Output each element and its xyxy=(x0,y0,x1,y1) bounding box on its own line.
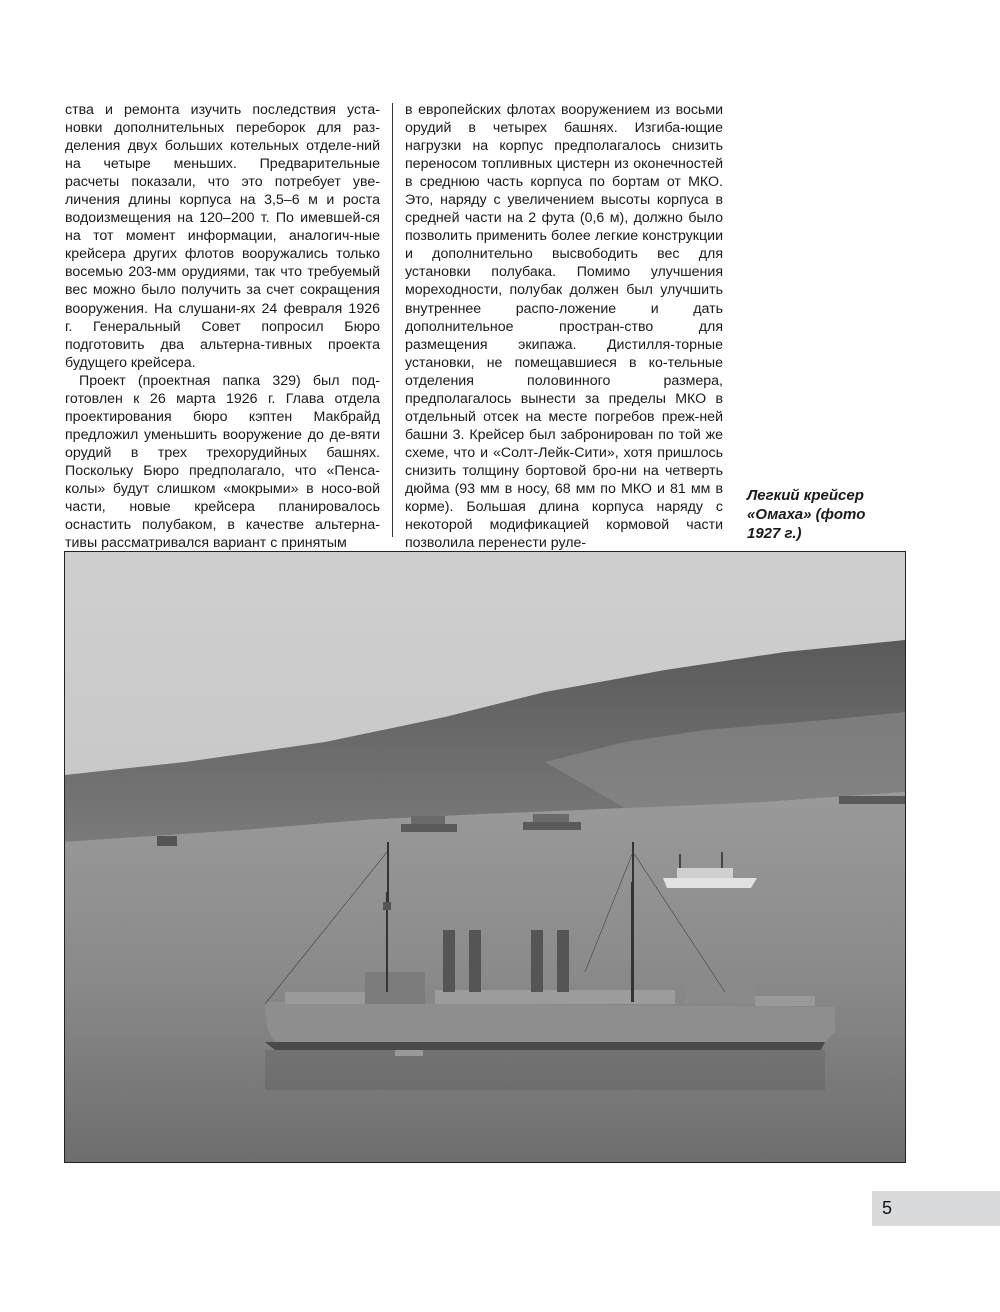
page-number: 5 xyxy=(882,1198,893,1218)
cruiser-photo xyxy=(64,551,906,1163)
paragraph: Проект (проектная папка 329) был под-готовлен к 26 марта 1926 г. Глава отдела проектирования бюро кэптен Макбрайд предложил уменьшить вооружение до де-вяти орудий в трех трехорудийных башнях. Поскольку Бюро предполагало, что «Пенса-колы» будут слишком «мокрыми» в носо-вой части, новые крейсера планировалось оснастить полубаком, в качестве альтерна-тивы рассматривался вариант с принятым xyxy=(65,372,380,552)
column-divider xyxy=(392,103,393,537)
text-column-left xyxy=(65,101,380,552)
paragraph: в европейских флотах вооружением из восьми орудий в четырех башнях. Изгиба-ющие нагрузки на корпус предполагалось снизить переносом топливных цистерн из оконечностей в среднюю часть корпуса по бортам от МКО. Это, наряду с увеличением высоты корпуса в средней части на 2 фута (0,6 м), должно было позволить применить более легкие конструкции и дополнительно высвободить вес для установки полубака. Помимо улучшения мореходности, полубак должен был улучшить внутреннее распо-ложение и дать дополнительное простран-ство для размещения экипажа. Дистилля-торные установки, не помещавшиеся в ко-тельные отделения половинного размера, предполагалось вынести за пределы МКО в отдельный отсек на месте погребов преж-ней башни 3. Крейсер был забронирован по той же схеме, что и «Солт-Лейк-Сити», хотя пришлось снизить толщину бортовой бро-ни на четверть дюйма (93 мм в носу, 68 мм по МКО и 81 мм в корме). Большая длина корпуса наряду с некоторой модификацией кормовой части позволила перенести руле- xyxy=(405,102,723,552)
text-column-right xyxy=(405,101,723,552)
photo-caption: Легкий крейсер «Омаха» (фото 1927 г.) xyxy=(747,487,866,542)
paragraph: ства и ремонта изучить последствия уста-новки дополнительных переборок для раз-деления двух больших котельных отделе-ний на четыре меньших. Предварительные расчеты показали, что это потребует уве-личения длины корпуса на 3,5–6 м и роста водоизмещения на 120–200 т. По имевшей-ся на тот момент информации, аналогич-ные крейсера других флотов вооружались только восемью 203-мм орудиями, так что требуемый вес можно было получить за счет сокращения вооружения. На слушани-ях 24 февраля 1926 г. Генеральный Совет попросил Бюро подготовить два альтерна-тивных проекта будущего крейсера. xyxy=(65,102,380,371)
ship-photo-image xyxy=(65,552,905,1162)
page-number-bar xyxy=(872,1191,1000,1226)
